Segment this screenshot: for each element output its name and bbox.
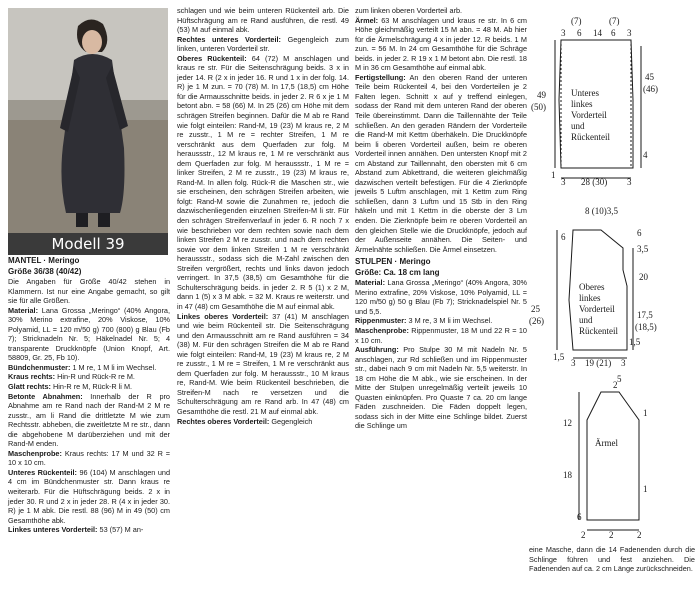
betont-text: Innerhalb der R pro Abnahme am re Rand nach der Rand-M 2 M re zusstr., am li Rand die drittletzte M wie zum Rechtsstr. abheben, die zweitletzte M re str., dann die abgehobene M darüberziehen und mit der Rand-M enden. xyxy=(8,391,170,449)
linkes-oberes-paragraph xyxy=(177,312,349,417)
rippen-paragraph xyxy=(355,316,527,326)
glatt-text: Hin-R re M, Rück-R li M. xyxy=(53,382,133,392)
rechts-unteres-text: Gegengleich zum linken, unteren Vorderteil str. xyxy=(177,34,349,54)
rechtes-oberes-label: Rechtes oberes Vorderteil: xyxy=(177,416,270,426)
diag3-left-b: 18 xyxy=(563,470,572,480)
diag1-label-3: Vorderteil xyxy=(571,110,607,120)
linkes-oberes-label: Linkes oberes Vorderteil: xyxy=(177,311,269,321)
links-label: Linkes unteres Vorderteil: xyxy=(8,525,98,535)
diag2-left-b: (26) xyxy=(529,316,544,326)
diag1-bottom-a: 3 xyxy=(561,177,566,187)
text-column-3 xyxy=(355,6,527,431)
diag1-right-b: (46) xyxy=(643,84,658,94)
model-label: Modell 39 xyxy=(51,235,125,253)
diag2-label-5: Rückenteil xyxy=(579,326,618,336)
diag2-right-a: 6 xyxy=(637,228,642,238)
diag2-label-4: und xyxy=(579,315,593,325)
fertig-paragraph xyxy=(355,73,527,254)
text-column-1 xyxy=(8,256,170,535)
linkes-oberes-text: 37 (41) M anschlagen und wie beim Rückenteil str. Die Seitenschrägung und den Armausschnitt am re Rand ausführen = 34 (38) M. Für den schrägen Streifen die M ab re Rand wie folgt einteilen: Rand-M, 19 (23) M kraus re, 2 M re zusstr., 1 M re = Streifen, 1 M re verschränkt aus dem Querfaden zur folg. M heraussstr., 10 M kraus re, Rand-M. Wie beim Rückenteil beschrieben, die Streifen-M nach re versetzen und die Schulterschrägung am re Rand arb. In 47 (48) cm Gesamthöhe die restl. 21 M auf einmal abk. xyxy=(177,311,349,416)
aermel-paragraph xyxy=(355,16,527,73)
diag1-left-b: (50) xyxy=(531,102,546,112)
maschen-label: Maschenprobe: xyxy=(8,448,62,458)
diag1-label-2: linkes xyxy=(571,99,593,109)
links-paragraph xyxy=(8,525,170,535)
diag3-label: Ärmel xyxy=(595,438,618,448)
diag3-bottom-c: 2 xyxy=(637,530,642,540)
oberes-paragraph xyxy=(177,54,349,312)
diag3-left-a: 12 xyxy=(563,418,572,428)
model-photo xyxy=(8,8,168,233)
diag1-left-small: 1 xyxy=(551,170,556,180)
diag1-top-c: 14 xyxy=(593,28,602,38)
maschen-text: Kraus rechts: 17 M und 32 R = 10 x 10 cm. xyxy=(8,448,170,468)
kraus-text: Hin-R und Rück-R re M. xyxy=(57,372,135,382)
diag2-right-b: 3,5 xyxy=(637,244,649,254)
stulpen-material-text: Lana Grossa „Meringo“ (40% Angora, 30% Merino extrafine, 20% Viskose, 10% Polyamid, LL = 120 m/50 g) 50 g Blau (Fb 7); Stricknadelspiel Nr. 5 und 5,5. xyxy=(355,278,527,316)
rechtes-oberes-paragraph xyxy=(177,417,349,427)
diag3-top: 2 xyxy=(613,380,618,390)
stulpen-material-label: Material: xyxy=(355,278,386,288)
links-text: 53 (57) M an- xyxy=(99,525,144,535)
diag1-bottom-b: 28 (30) xyxy=(581,177,608,187)
betont-label: Betonte Abnahmen: xyxy=(8,391,83,401)
material-text: Lana Grossa „Meringo“ (40% Angora, 30% Merino extrafine, 20% Viskose, 10% Polyamid, LL = 120 m/50 g) 700 (800) g Blau (Fb 7); Stricknadeln Nr. 5; Häkelnadel Nr. 5; 4 transparente Druckknöpfe (Union Knopf, Art. 58809, Gr. 25, Fb 10). xyxy=(8,305,170,363)
bund-text: 1 M re, 1 M li im Wechsel. xyxy=(72,362,157,372)
diag2-left-a: 25 xyxy=(531,304,540,314)
diag3-top-side: 5 xyxy=(617,374,622,384)
rechts-unteres-paragraph xyxy=(177,35,349,54)
section-title: MANTEL · Meringo xyxy=(8,256,80,265)
diag1-label-4: und xyxy=(571,121,585,131)
ausf-paragraph xyxy=(355,345,527,431)
diag3-right-b: 1 xyxy=(643,484,648,494)
diag2-right-d: 17,5 xyxy=(637,310,653,320)
bund-paragraph xyxy=(8,363,170,373)
glatt-label: Glatt rechts: xyxy=(8,382,51,392)
diag1-right2: 4 xyxy=(643,150,648,160)
stulpen-maschen-paragraph xyxy=(355,326,527,345)
unteres-text: 96 (104) M anschlagen und 4 cm im Bündchenmuster str. Dann kraus re weiterarb. Für die Hüftschrägung beids. 2 x in jeder 30. R und 2 x in jeder 28. R (4 x in jeder 30. R) je 1 M abk. Die restl. 88 (96) M in 49 (50) cm Gesamthöhe abk. xyxy=(8,467,171,525)
rippen-label: Rippenmuster: xyxy=(355,316,407,326)
intro-text: Die Angaben für Größe 40/42 stehen in Klammern. Ist nur eine Angabe gemacht, so gilt sie für alle Größen. xyxy=(8,277,170,306)
stulpen-title: STULPEN · Meringo xyxy=(355,257,431,267)
schematic-sleeve xyxy=(587,392,639,520)
oberes-label: Oberes Rückenteil: xyxy=(177,53,247,63)
diag2-left-top: 6 xyxy=(561,232,566,242)
diag2-label-1: Oberes xyxy=(579,282,605,292)
diag1-top-b: 6 xyxy=(577,28,582,38)
maschen-paragraph xyxy=(8,449,170,468)
diag3-bottom-b: 2 xyxy=(609,530,614,540)
text-column-2 xyxy=(177,6,349,426)
schematics xyxy=(529,0,699,545)
betont-paragraph xyxy=(8,392,170,449)
ausf-text: Pro Stulpe 30 M mit Nadeln Nr. 5 anschlagen, zur Rd schließen und im Rippenmuster str., dabei nach 9 cm mit Nadeln Nr. 5,5 weiterstr. In 18 cm Höhe die M abk., wie sie erscheinen. In der Mitte der Stulpen unregelmäßig verteilt jeweils 10 Quasten einknüpfen. Pro Quaste 7 ca. 20 cm lange Fäden zuschneiden. Die Fäden doppelt legen, sodass sich in der Mitte eine Schlinge bildet. Zuerst die Schlinge um xyxy=(355,345,527,431)
col3-intro: zum linken oberen Vorderteil arb. xyxy=(355,6,463,15)
diag1-top2-a: (7) xyxy=(571,16,582,26)
diag1-bottom-c: 3 xyxy=(627,177,632,187)
stulpen-maschen-label: Maschenprobe: xyxy=(355,325,409,335)
aermel-label: Ärmel: xyxy=(355,15,379,25)
diag1-top-d: 6 xyxy=(611,28,616,38)
oberes-text: 64 (72) M anschlagen und kraus re str. Für die Seitenschrägung beids. 3 x in jeder 14. R (2 x in jeder 16. R und 1 x in der folg. 14. R) je 1 M zun. = 70 (78) M. In 17,5 (18,5) cm Höhe für die Armausschnitte beids. in jeder 2. R 6 x je 1 M betont abn. = 58 (66) M. In 25 (26) cm Höhe mit dem schrägen Streifen beginnen. Dafür die M ab re Rand wie folgt einteilen: Rand-M, 19 (23) M kraus re, 2 M re zusstr., 1 M re = rechter Streifen, 1 M re verschränkt aus dem Querfaden zur folg. M heraussstr., 12 M kraus re, 1 M re verschränkt aus dem Querfaden zur folg. M heraussstr., 1 M re = linker Streifen, 2 M re zusstr., 19 (23) M kraus re, Rand-M. In allen folg. Rück-R die Maschen str., wie sie erscheinen, den schrägen Streifen arbeiten, wie folgt: Rand-M sowie die Zunahmen re, jedoch die dazwischenliegenden einzelnen Streifen-M li str. Für den schrägen Streifenverlauf in jeder 6. R noch 7 x wie beschrieben vor dem rechten sowie nach dem linken Streifen 2 M re zusstr. und nach dem rechten sowie vor dem linken Streifen 1 M re verschränkt heraussstr., sodass sich die M-Zahl zwischen den Streifen vergrößert, rechts und links davon jedoch verringert. In 37,5 (38,5) cm Gesamthöhe für die Schulterschrägung beids. in jeder 2. R 5 (1) x 2 M, dann 1 (5) x 3 M abk. = 32 M. Kraus re weiterstr. und in 47 (48) cm Gesamthöhe die M auf einmal abk. xyxy=(177,53,349,311)
diag2-right-e: (18,5) xyxy=(635,322,657,332)
aermel-text: 63 M anschlagen und kraus re str. In 6 cm Höhe gleichmäßig verteilt 15 M abn. = 48 M. Ab hier für die Ärmelschrägung 4 x in jeder 12. R beids. 1 M zun. = 56 M. In 24 cm Gesamthöhe für die Schräge beids. in jeder 2. R 19 x 1 M betont abn. Die restl. 18 M in 36 cm Gesamthöhe auf einmal abk. xyxy=(355,15,527,73)
unteres-paragraph xyxy=(8,468,170,525)
material-label: Material: xyxy=(8,305,39,315)
diag2-top: 8 (10)3,5 xyxy=(585,206,618,216)
rechtes-oberes-text: Gegengleich xyxy=(271,416,313,426)
diag2-label-3: Vorderteil xyxy=(579,304,615,314)
kraus-paragraph xyxy=(8,372,170,382)
diag3-right-a: 1 xyxy=(643,408,648,418)
stulpen-size: Größe: Ca. 18 cm lang xyxy=(355,267,440,277)
unteres-label: Unteres Rückenteil: xyxy=(8,467,77,477)
diag1-left-a: 49 xyxy=(537,90,546,100)
diag2-bottom-b: 19 (21) xyxy=(585,358,612,368)
fertig-text: An den oberen Rand der unteren Teile beim Rückenteil 4, bei den Vorderteilen je 2 Falten legen. Schnitt x auf y treffend einlegen, sodass der Rand mit dem unteren Rand der oberen Teile übereinstimmt. Dann die Taillennähte der Teile schließen. An den geraden Rändern der Vorderteile die Rand-M mit Kettm überhäkeln. Die Druckknöpfe beim li oberen Vorderteil außen, beim re oberen Vorderteil innen annähen. Den untersten Knopf mit 2 cm Abstand zur Taillennaht, den obersten mit 6 cm Abstand zum Abkettrand, die weiteren gleichmäßig dazwischen verteilt befestigen. Für die 4 Zierknöpfe jeweils 5 Luftm anschlagen, mit 1 Kettm zum Ring schließen, dann 3 Luftm und 15 Stb in den Ring häkeln und mit 1 Kettm in die oberste der 3 Lm enden. Die Zierknöpfe beim re oberen Vorderteil an den gleichen Stelle wie die Druckknöpfe, jedoch auf der Außenseite annähen. Die Seiten- und Ärmelnähte schließen. Die Ärmel einsetzen. xyxy=(355,72,528,254)
ausf-label: Ausführung: xyxy=(355,345,399,355)
material-paragraph xyxy=(8,306,170,363)
diag2-label-2: linkes xyxy=(579,293,601,303)
rippen-text: 3 M re, 3 M li im Wechsel. xyxy=(408,316,493,326)
diag1-label-1: Unteres xyxy=(571,88,599,98)
stulpen-maschen-text: Rippenmuster, 18 M und 22 R = 10 x 10 cm. xyxy=(355,325,527,345)
col2-intro: schlagen und wie beim unteren Rückenteil arb. Die Hüftschrägung am re Rand ausführen, die restl. 49 (53) M auf einmal abk. xyxy=(177,6,349,35)
diag3-small: 6 xyxy=(577,512,582,522)
diag2-bottom-a: 3 xyxy=(571,358,576,368)
diag1-top-e: 3 xyxy=(627,28,632,38)
diag2-side-left: 1,5 xyxy=(553,352,565,362)
stulpen-material-paragraph xyxy=(355,278,527,316)
diag2-side-right: 1,5 xyxy=(629,337,641,347)
text-column-4 xyxy=(529,545,695,574)
glatt-paragraph xyxy=(8,382,170,392)
size-heading: Größe 36/38 (40/42) xyxy=(8,266,82,276)
fertig-label: Fertigstellung: xyxy=(355,72,406,82)
diag1-label-5: Rückenteil xyxy=(571,132,610,142)
diag1-top-a: 3 xyxy=(561,28,566,38)
bund-label: Bündchenmuster: xyxy=(8,362,71,372)
rechts-unteres-label: Rechtes unteres Vorderteil: xyxy=(177,34,281,44)
col4-text: eine Masche, dann die 14 Fadenenden durch die Schlinge führen und fest anziehen. Die Fadenenden auf ca. 2 cm Länge zurückschneiden. xyxy=(529,545,695,574)
diag1-top2-b: (7) xyxy=(609,16,620,26)
diag2-bottom-c: 3 xyxy=(621,358,626,368)
diag1-right-a: 45 xyxy=(645,72,654,82)
kraus-label: Kraus rechts: xyxy=(8,372,56,382)
model-label-bar xyxy=(8,233,168,255)
diag2-right-c: 20 xyxy=(639,272,648,282)
diag3-bottom-a: 2 xyxy=(581,530,586,540)
model-figure xyxy=(8,8,168,233)
